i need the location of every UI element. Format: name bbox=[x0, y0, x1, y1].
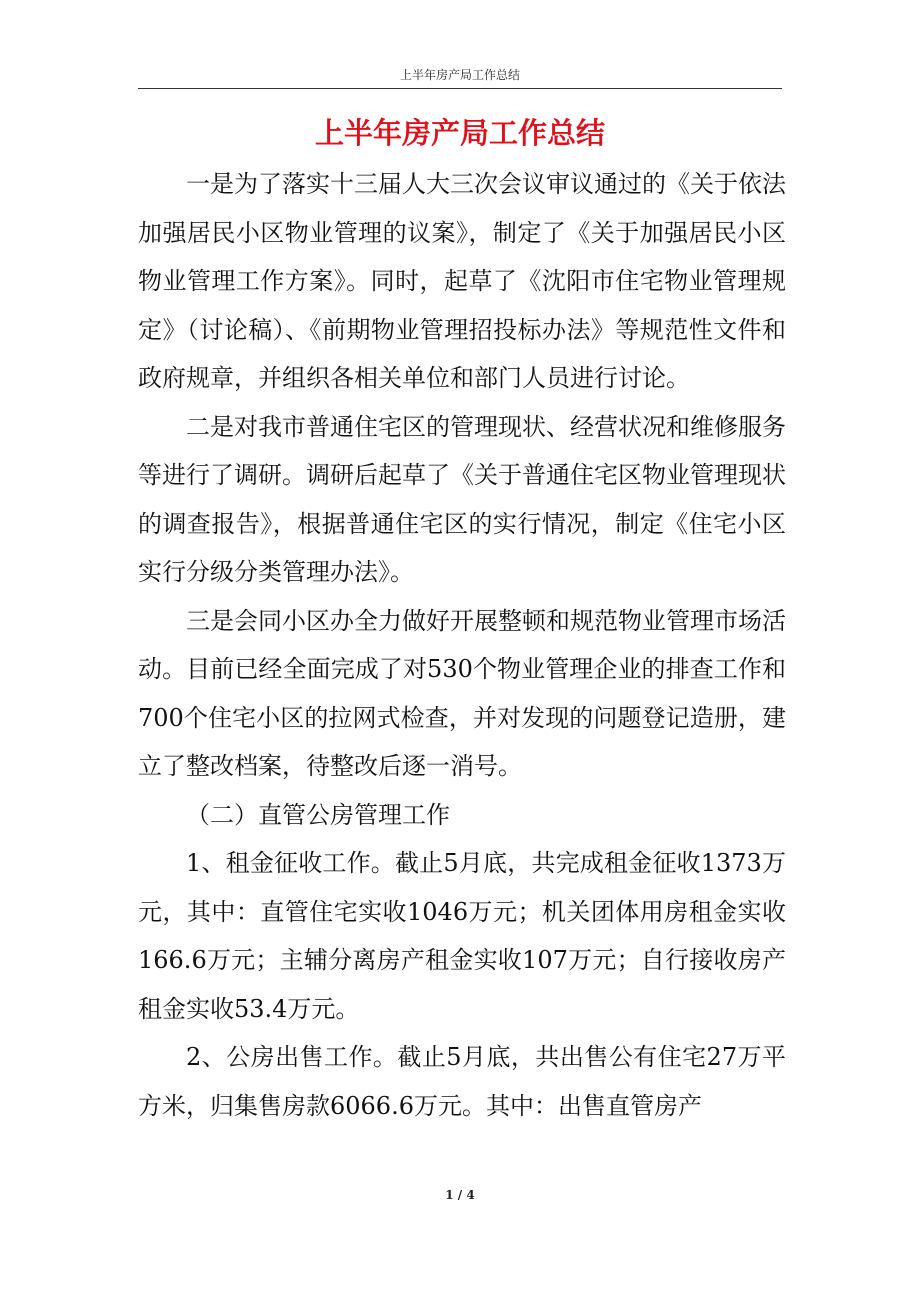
paragraph-3: 三是会同小区办全力做好开展整顿和规范物业管理市场活动。目前已经全面完成了对530个物业管理企业的排查工作和700个住宅小区的拉网式检查，并对发现的问题登记造册，建立了整改档案，待整改后逐一消号。 bbox=[138, 606, 786, 780]
document-title: 上半年房产局工作总结 bbox=[314, 116, 605, 150]
document-body bbox=[138, 160, 786, 1130]
page-number: 1 / 4 bbox=[445, 1188, 475, 1202]
paragraph-housing-sales: 2、公房出售工作。截止5月底，共出售公有住宅27万平方米，归集售房款6066.6万元。其中：出售直管房产 bbox=[138, 1043, 786, 1120]
paragraph-rent-collection: 1、租金征收工作。截止5月底，共完成租金征收1373万元，其中：直管住宅实收1046万元；机关团体用房租金实收166.6万元；主辅分离房产租金实收107万元；自行接收房产租金实收53.4万元。 bbox=[138, 849, 786, 1023]
paragraph-1: 一是为了落实十三届人大三次会议审议通过的《关于依法加强居民小区物业管理的议案》，制定了《关于加强居民小区物业管理工作方案》。同时，起草了《沈阳市住宅物业管理规定》（讨论稿）、《前期物业管理招投标办法》等规范性文件和政府规章，并组织各相关单位和部门人员进行讨论。 bbox=[138, 170, 786, 392]
section-heading: （二）直管公房管理工作 bbox=[186, 800, 450, 829]
paragraph-2: 二是对我市普通住宅区的管理现状、经营状况和维修服务等进行了调研。调研后起草了《关于普通住宅区物业管理现状的调查报告》，根据普通住宅区的实行情况，制定《住宅小区实行分级分类管理办法》。 bbox=[138, 412, 786, 586]
header-divider bbox=[138, 88, 782, 89]
running-header: 上半年房产局工作总结 bbox=[399, 68, 520, 82]
